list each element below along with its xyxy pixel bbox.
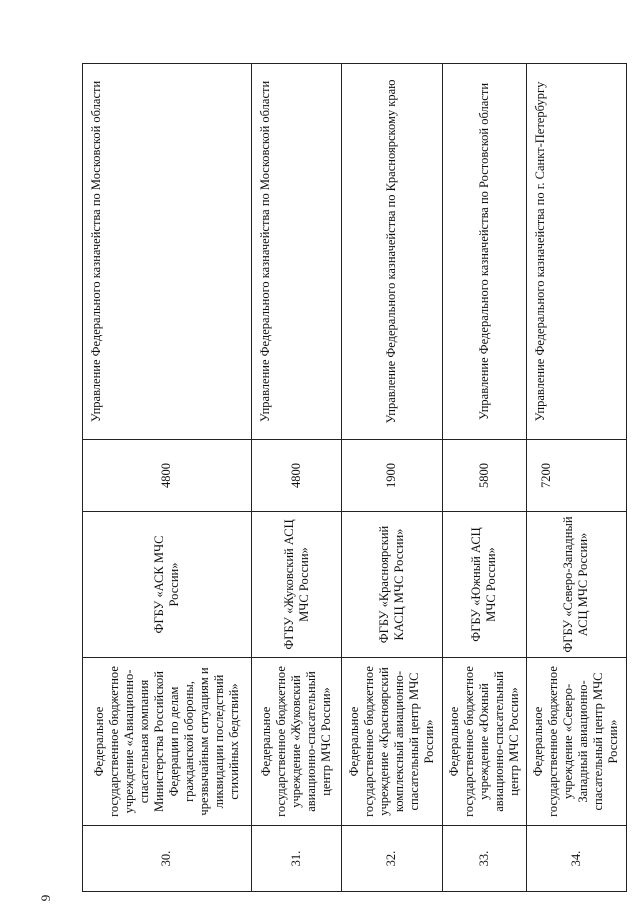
table-row	[342, 64, 442, 892]
page-number: 9	[38, 894, 53, 902]
institution-short-name: ФГБУ «Северо-Западный АСЦ МЧС России»	[526, 512, 626, 658]
row-number: 31.	[251, 826, 341, 892]
table-row	[442, 64, 526, 892]
institution-short-name: ФГБУ «Красноярский КАСЦ МЧС России»	[342, 512, 442, 658]
amount-value: 7200	[526, 440, 626, 512]
institution-short-name: ФГБУ «Жуковский АСЦ МЧС России»	[251, 512, 341, 658]
amount-value: 1900	[342, 440, 442, 512]
institution-full-name: Федеральное государственное бюджетное учреждение «Авиационно-спасательная компания Министерства Российской Федерации по делам гражданской обороны, чрезвычайным ситуациям и ликвидации последствий стихийных бедствий»	[83, 658, 252, 826]
amount-value: 5800	[442, 440, 526, 512]
treasury-office: Управление Федерального казначейства по Московской области	[83, 64, 252, 440]
amount-value: 4800	[83, 440, 252, 512]
institution-full-name: Федеральное государственное бюджетное учреждение «Красноярский комплексный авиационно-спасательный центр МЧС России»	[342, 658, 442, 826]
treasury-office: Управление Федерального казначейства по г. Санкт-Петербургу	[526, 64, 626, 440]
table-row	[83, 64, 252, 892]
amount-value: 4800	[251, 440, 341, 512]
table-row	[526, 64, 626, 892]
row-number: 33.	[442, 826, 526, 892]
institution-full-name: Федеральное государственное бюджетное учреждение «Южный авиационно-спасательный центр МЧС России»	[442, 658, 526, 826]
treasury-office: Управление Федерального казначейства по Ростовской области	[442, 64, 526, 440]
row-number: 34.	[526, 826, 626, 892]
institution-full-name: Федеральное государственное бюджетное учреждение «Северо-Западный авиационно-спасательный центр МЧС России»	[526, 658, 626, 826]
table-row	[251, 64, 341, 892]
treasury-office: Управление Федерального казначейства по Московской области	[251, 64, 341, 440]
institutions-table	[82, 63, 627, 892]
institution-full-name: Федеральное государственное бюджетное учреждение «Жуковский авиационно-спасательный центр МЧС России»	[251, 658, 341, 826]
institution-short-name: ФГБУ «АСК МЧС России»	[83, 512, 252, 658]
row-number: 30.	[83, 826, 252, 892]
institution-short-name: ФГБУ «Южный АСЦ МЧС России»	[442, 512, 526, 658]
rotated-table-wrapper	[82, 64, 627, 892]
row-number: 32.	[342, 826, 442, 892]
treasury-office: Управление Федерального казначейства по Красноярскому краю	[342, 64, 442, 440]
